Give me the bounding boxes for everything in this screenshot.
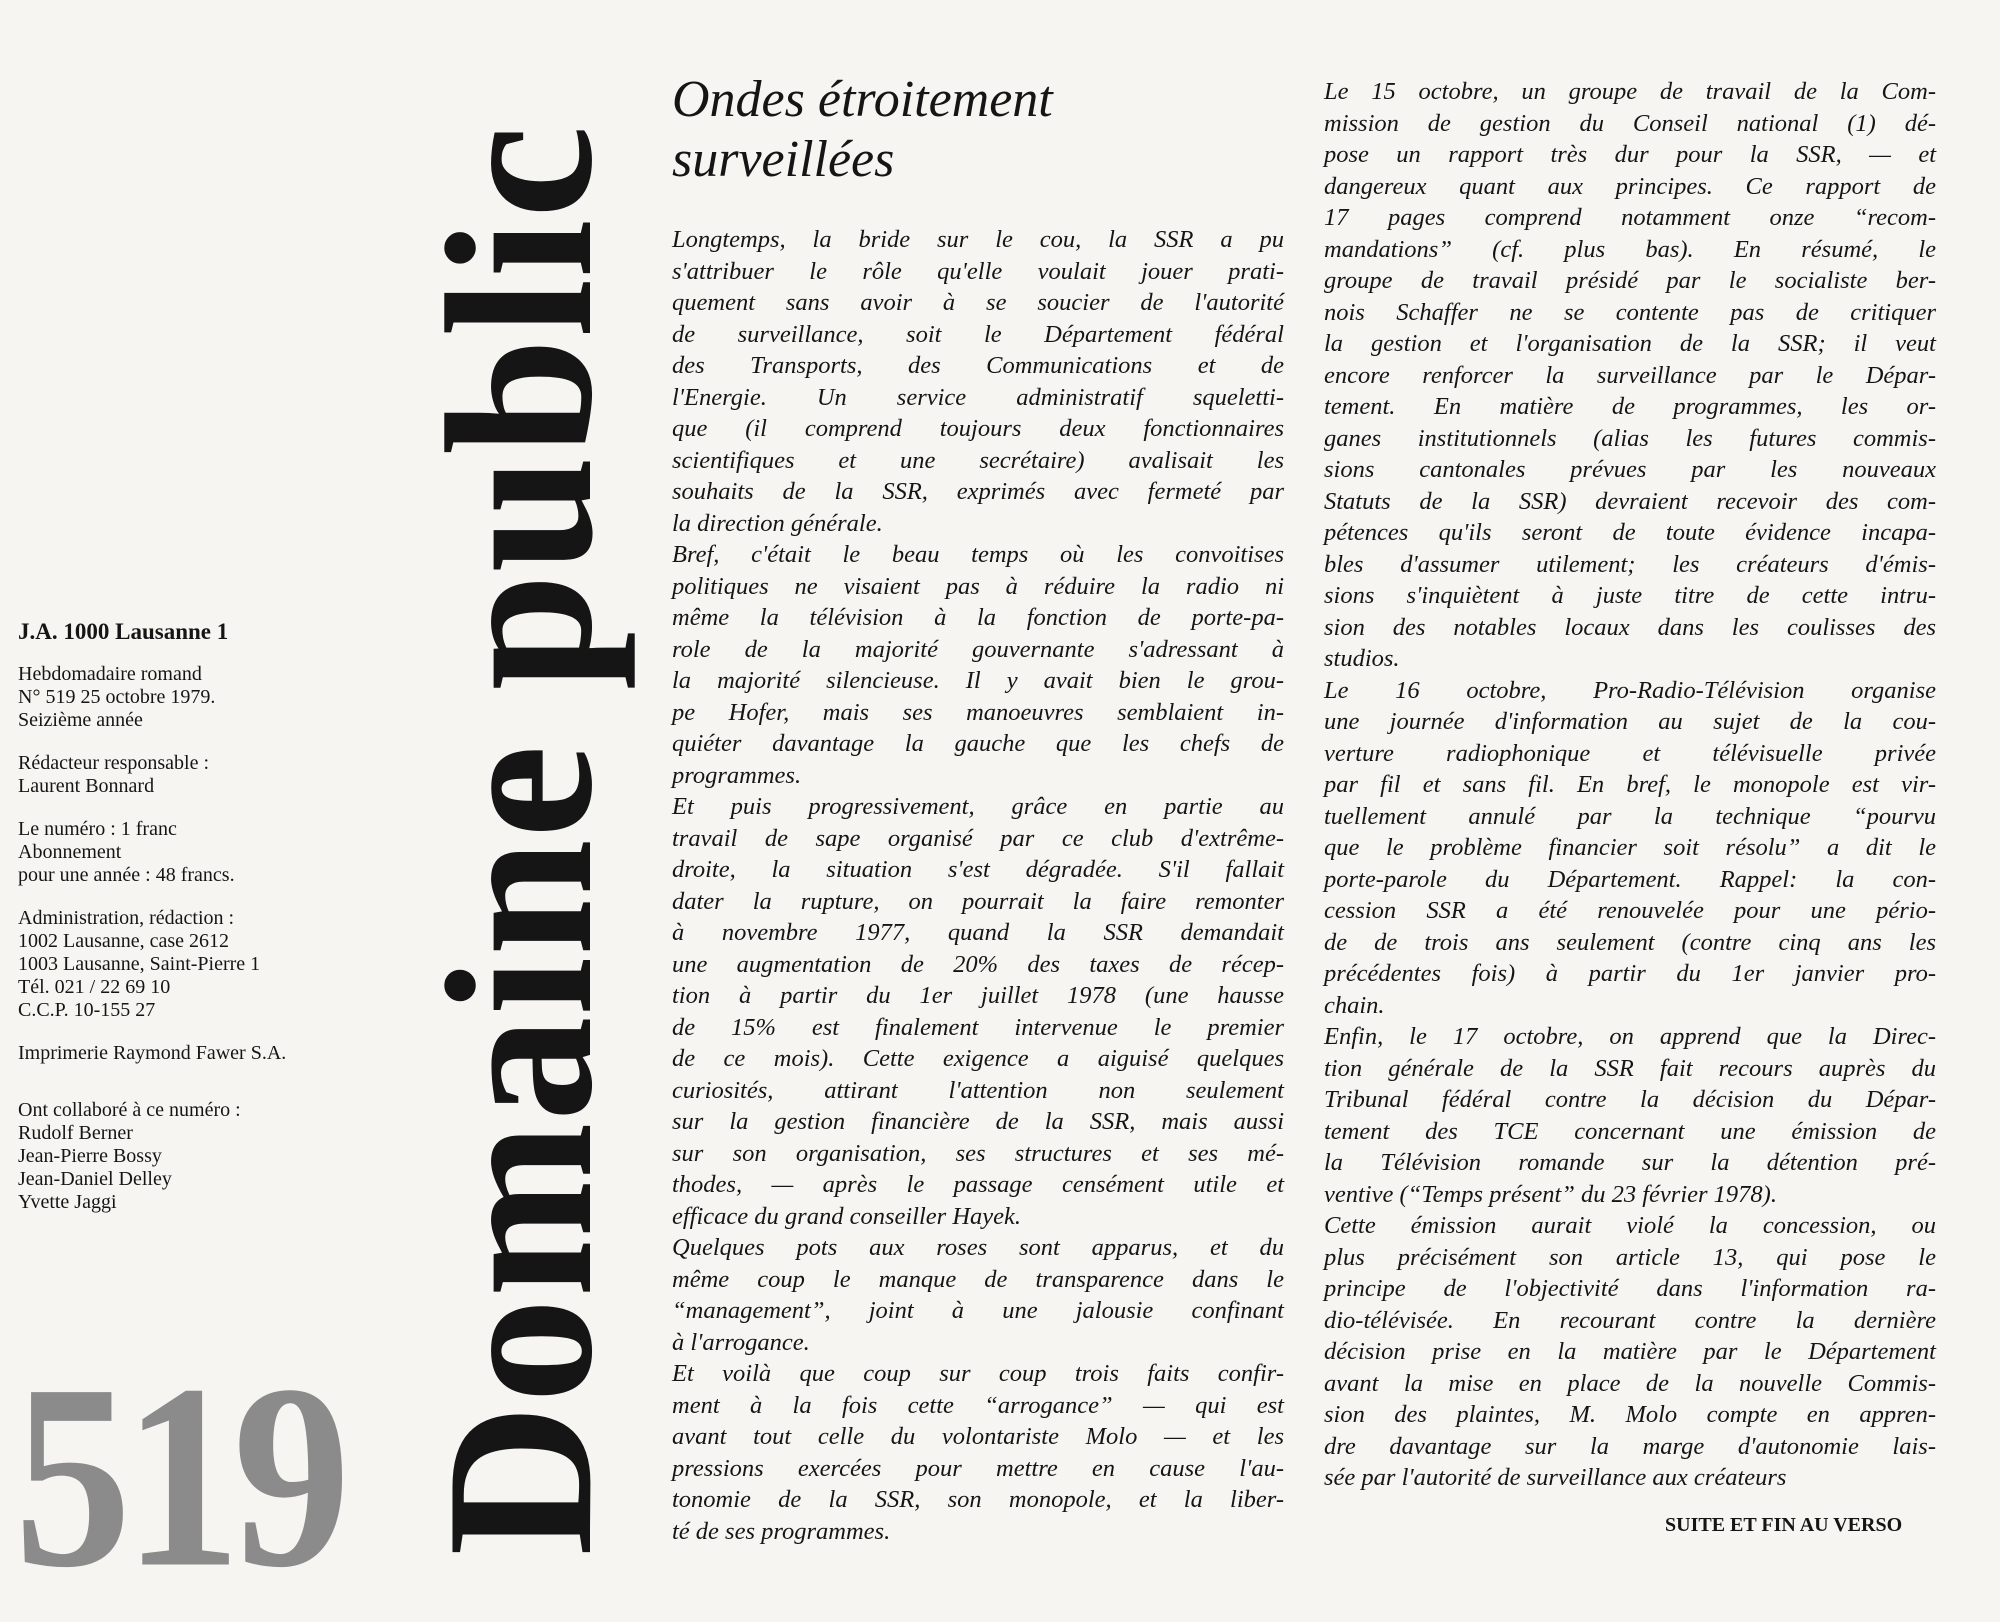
article-line: la Télévision romande sur la détention pré- [1324,1149,1936,1176]
masthead-line: 1003 Lausanne, Saint-Pierre 1 [18,953,261,975]
article-line: encore renforcer la surveillance par le Dépar- [1324,361,1936,389]
article-line: ganes institutionnels (alias les futures commis- [1324,424,1936,452]
mailing-code: J.A. 1000 Lausanne 1 [18,619,229,644]
article-line: programmes. [672,761,802,789]
article-line: précédentes fois) à partir du 1er janvier pro- [1324,960,1936,987]
article-line: ventive (“Temps présent” du 23 février 1978). [1324,1180,1777,1208]
article-headline [672,70,1312,190]
article-line: de de trois ans seulement (contre cinq ans les [1324,928,1936,956]
article-line: Le 15 octobre, un groupe de travail de la Com- [1324,78,1936,105]
masthead-block [18,907,418,1022]
article-line: travail de sape organisé par ce club d'extrême- [672,824,1284,852]
article-line: chain. [1324,991,1385,1019]
article-line: Enfin, le 17 octobre, on apprend que la Direc- [1324,1023,1936,1050]
masthead-line: Seizième année [18,709,143,731]
article-line: décision prise en la matière par le Département [1324,1338,1936,1365]
article-line: une journée d'information au sujet de la cou- [1324,708,1936,735]
article-line: Bref, c'était le beau temps où les convoitises [672,541,1284,568]
article-line: tement des TCE concernant une émission de [1324,1117,1936,1145]
article-line: que le problème financier soit résolu” a dit le [1324,834,1936,861]
article-line: souhaits de la SSR, exprimés avec fermeté par [672,478,1284,505]
article-line: pe Hofer, mais ses manoeuvres semblaient in- [672,698,1284,726]
article-line: de ce mois). Cette exigence a aiguisé quelques [672,1045,1284,1072]
masthead-line: Imprimerie Raymond Fawer S.A. [18,1042,287,1064]
article-line: même la télévision à la fonction de porte-pa- [672,604,1284,631]
article-line: verture radiophonique et télévisuelle privée [1324,739,1936,767]
article-line: sur la gestion financière de la SSR, mais aussi [672,1108,1284,1135]
article-line: mandations” (cf. plus bas). En résumé, le [1324,235,1936,263]
article-line: tion générale de la SSR fait recours auprès du [1324,1054,1936,1082]
article-line: Longtemps, la bride sur le cou, la SSR a pu [672,226,1284,253]
article-line: nois Schaffer ne se contente pas de critiquer [1324,298,1936,326]
publication-title: Domaine public [404,124,636,1556]
article-line: par fil et sans fil. En bref, le monopole est vir- [1324,771,1936,798]
article-line: pressions exercées pour mettre en cause l'au- [672,1454,1284,1482]
article-line: “management”, joint à une jalousie confinant [672,1297,1284,1324]
masthead-line: Rédacteur responsable : [18,752,210,774]
article-line: Et voilà que coup sur coup trois faits confir- [672,1360,1284,1387]
article-line: Et puis progressivement, grâce en partie au [672,793,1284,820]
article-line: mission de gestion du Conseil national (1) dé- [1324,109,1936,137]
article-line: role de la majorité gouvernante s'adressant à [672,635,1284,663]
issue-number: 519 [14,1330,343,1622]
article-line: sions cantonales prévues par les nouveaux [1324,456,1936,483]
article-line: quement sans avoir à se soucier de l'autorité [672,289,1284,316]
article-line: avant la mise en place de la nouvelle Commis- [1324,1369,1936,1397]
masthead-block [18,663,418,732]
article-line: Quelques pots aux roses sont apparus, et du [672,1234,1284,1261]
masthead-line: pour une année : 48 francs. [18,864,235,886]
article-line: une augmentation de 20% des taxes de récep- [672,950,1284,978]
article-line: Cette émission aurait violé la concession, ou [1324,1212,1936,1239]
article-line: tion à partir du 1er juillet 1978 (une hausse [672,982,1284,1009]
article-line: s'attribuer le rôle qu'elle voulait jouer prati- [672,257,1284,285]
article-line: à l'arrogance. [672,1328,810,1356]
masthead-line: Rudolf Berner [18,1122,133,1144]
article-line: cession SSR a été renouvelée pour une pério- [1324,897,1936,924]
masthead-block [18,1085,418,1214]
masthead [18,620,418,1234]
masthead-info [18,663,418,1214]
article-line: dangereux quant aux principes. Ce rapport de [1324,172,1936,200]
article-line: principe de l'objectivité dans l'information ra- [1324,1275,1936,1302]
masthead-line: Tél. 021 / 22 69 10 [18,976,171,998]
article-line: droite, la situation s'est dégradée. S'il fallait [672,856,1284,883]
article-line: sée par l'autorité de surveillance aux créateurs [1324,1464,1787,1491]
masthead-line: Abonnement [18,841,122,863]
article-line: bles d'assumer utilement; les créateurs d'émis- [1324,550,1936,578]
article-line: sion des plaintes, M. Molo compte en appren- [1324,1401,1936,1428]
article-line: Statuts de la SSR) devraient recevoir des com- [1324,487,1936,515]
article-line: studios. [1324,645,1400,672]
article-line: curiosités, attirant l'attention non seulement [672,1076,1284,1104]
headline-line: surveillées [672,131,895,188]
masthead-line: Le numéro : 1 franc [18,818,177,840]
masthead-line: Administration, rédaction : [18,907,235,929]
article-line: scientifiques et une secrétaire) avalisait les [672,446,1284,474]
article-line: que (il comprend toujours deux fonctionnaires [672,415,1284,442]
masthead-block [18,752,418,798]
article-line: politiques ne visaient pas à réduire la radio ni [672,572,1284,600]
article-line: dio-télévisée. En recourant contre la dernière [1324,1306,1936,1334]
masthead-line: N° 519 25 octobre 1979. [18,686,216,708]
masthead-line: C.C.P. 10-155 27 [18,999,156,1021]
masthead-line: Yvette Jaggi [18,1191,117,1213]
article-line: pétences qu'ils seront de toute évidence incapa- [1324,519,1936,546]
article-line: de surveillance, soit le Département fédéral [672,320,1284,348]
masthead-line [18,1085,418,1099]
article-line: tuellement annulé par la technique “pourvu [1324,802,1936,830]
article-line: avant tout celle du volontariste Molo — et les [672,1423,1284,1450]
article-line: thodes, — après le passage censément utile et [672,1171,1284,1198]
article-line: efficace du grand conseiller Hayek. [672,1202,1022,1230]
article-line: la direction générale. [672,509,883,537]
article-line: groupe de travail présidé par le socialiste ber- [1324,267,1936,294]
article-line: même coup le manque de transparence dans le [672,1265,1284,1293]
article-line: sion des notables locaux dans les coulisses des [1324,613,1936,641]
masthead-line: Jean-Daniel Delley [18,1168,172,1190]
headline-line: Ondes étroitement [672,71,1053,128]
article-line: à novembre 1977, quand la SSR demandait [672,919,1284,946]
article-line: porte-parole du Département. Rappel: la con- [1324,865,1936,893]
article-line: plus précisément son article 13, qui pose le [1324,1243,1936,1271]
article-line: ment à la fois cette “arrogance” — qui est [672,1391,1284,1419]
masthead-block [18,1042,418,1065]
continued-notice: SUITE ET FIN AU VERSO [1665,1514,1903,1536]
masthead-line: Ont collaboré à ce numéro : [18,1099,241,1121]
masthead-line: 1002 Lausanne, case 2612 [18,930,230,952]
article-line: Le 16 octobre, Pro-Radio-Télévision organise [1324,676,1936,704]
article-line: dre davantage sur la marge d'autonomie lais- [1324,1432,1936,1460]
article-line: des Transports, des Communications et de [672,352,1284,379]
article-line: 17 pages comprend notamment onze “recom- [1324,204,1936,231]
article-line: sions s'inquiètent à juste titre de cette intru- [1324,582,1936,609]
article-line: sur son organisation, ses structures et ses mé- [672,1139,1284,1167]
article-line: la majorité silencieuse. Il y avait bien le grou- [672,667,1284,694]
article-line: tonomie de la SSR, son monopole, et la liber- [672,1486,1284,1513]
article-line: quiéter davantage la gauche que les chefs de [672,730,1284,757]
article-line: dater la rupture, on pourrait la faire remonter [672,887,1284,915]
masthead-line: Laurent Bonnard [18,775,155,797]
article-line: tement. En matière de programmes, les or- [1324,393,1936,420]
article-column-1 [672,224,1284,1547]
article-line: Tribunal fédéral contre la décision du Dépar- [1324,1086,1936,1113]
article-line: l'Energie. Un service administratif squeletti- [672,383,1284,411]
article-line: de 15% est finalement intervenue le premier [672,1013,1284,1041]
article-line: la gestion et l'organisation de la SSR; il veut [1324,330,1936,357]
article-line: pose un rapport très dur pour la SSR, — et [1324,141,1936,168]
article-column-2 [1324,76,1936,1494]
masthead-line: Jean-Pierre Bossy [18,1145,162,1167]
article-line: té de ses programmes. [672,1517,891,1545]
masthead-block [18,818,418,887]
masthead-line: Hebdomadaire romand [18,663,202,685]
